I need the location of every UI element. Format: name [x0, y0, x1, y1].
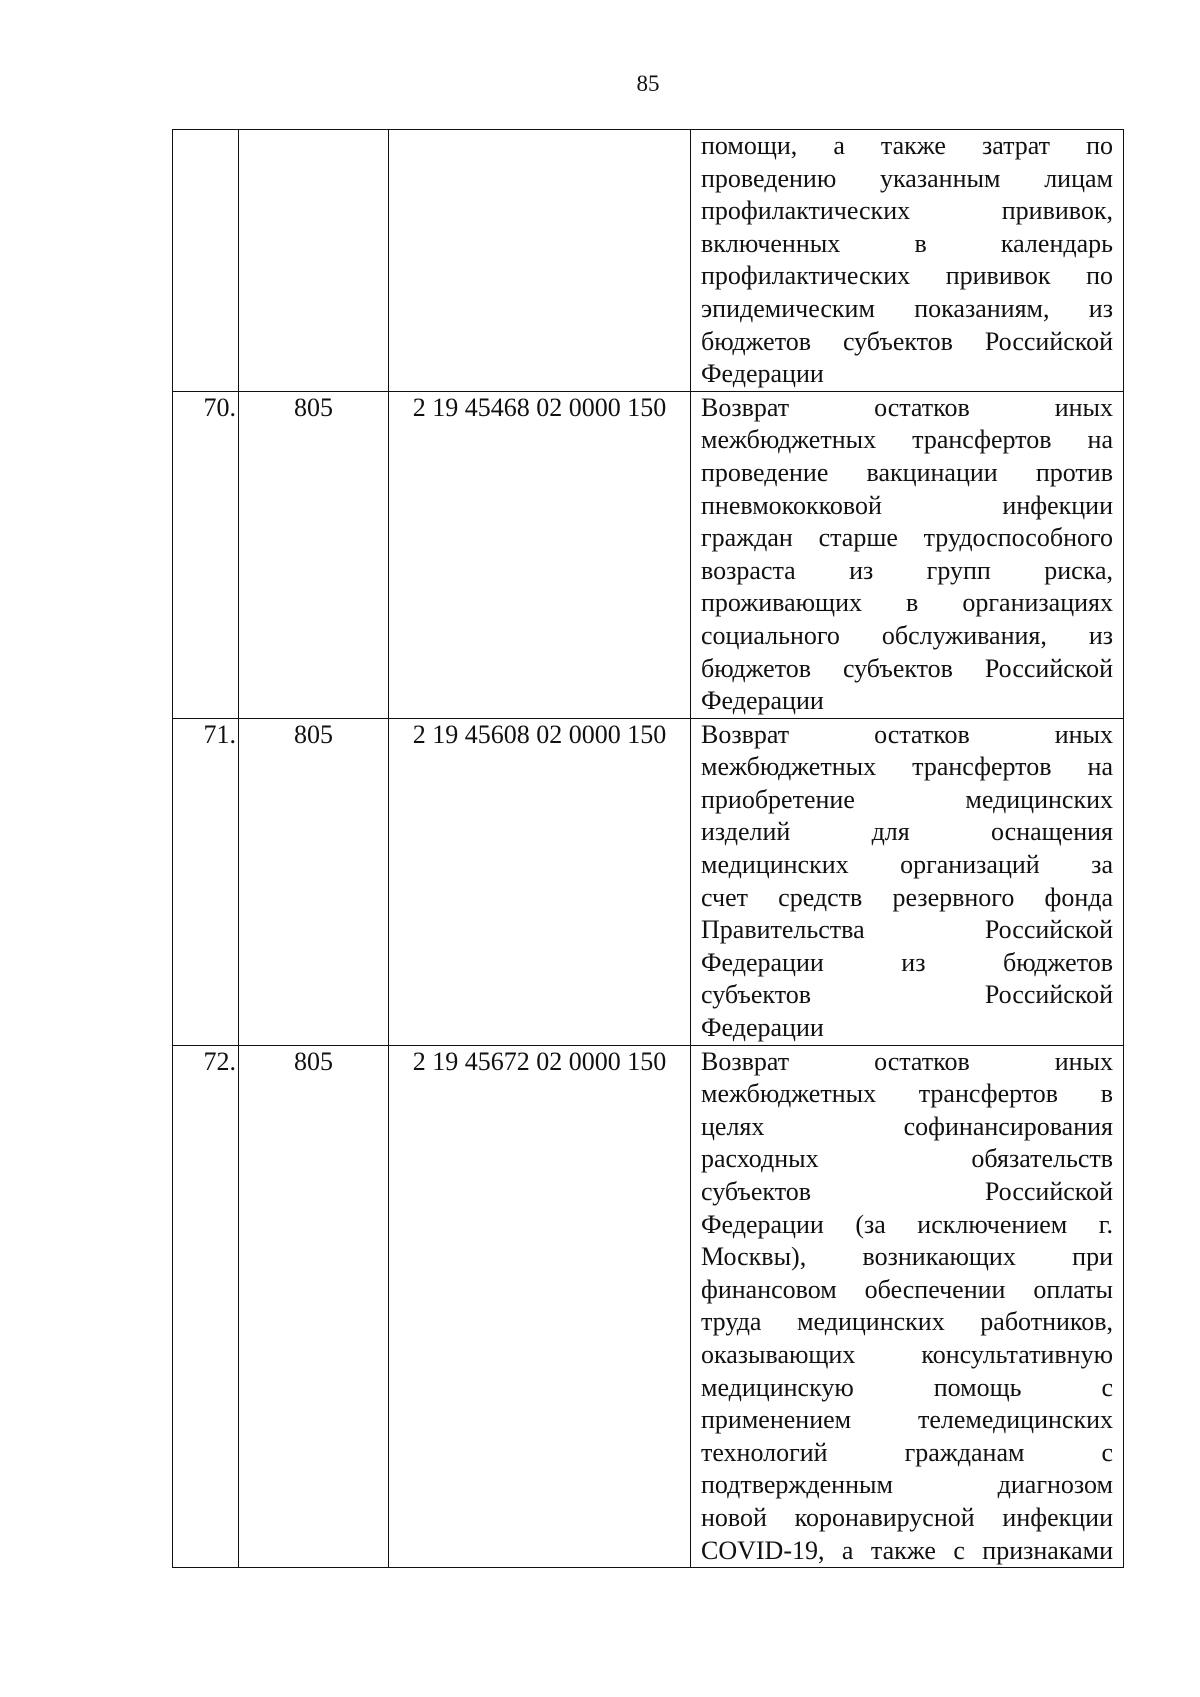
description-line: эпидемическим показаниям, из	[701, 293, 1113, 323]
description-cell	[691, 718, 1124, 1045]
description-line: профилактических прививок,	[701, 196, 1113, 226]
admin-code-cell: 805	[239, 718, 389, 1045]
budget-code-cell: 2 19 45608 02 0000 150	[389, 718, 691, 1045]
description-line: субъектов Российской	[701, 980, 1113, 1010]
description-line: финансовом обеспечении оплаты	[701, 1274, 1113, 1304]
description-line: межбюджетных трансфертов в	[701, 1079, 1113, 1109]
description-line: оказывающих консультативную	[701, 1339, 1113, 1369]
table-row	[173, 718, 1124, 1045]
description-line: счет средств резервного фонда	[701, 882, 1113, 912]
budget-code-table	[172, 129, 1124, 1568]
description-line: подтвержденным диагнозом	[701, 1470, 1113, 1500]
row-number-cell: 71.	[173, 718, 239, 1045]
description-line: межбюджетных трансфертов на	[701, 425, 1113, 455]
description-line: расходных обязательств	[701, 1144, 1113, 1174]
description-line: пневмококковой инфекции	[701, 490, 1113, 520]
description-line: проживающих в организациях	[701, 588, 1113, 618]
description-line: Возврат остатков иных	[701, 1046, 1113, 1076]
description-line: проведение вакцинации против	[701, 457, 1113, 487]
description-line: труда медицинских работников,	[701, 1307, 1113, 1337]
description-line: COVID-19, а также с признаками	[701, 1535, 1113, 1565]
description-line: граждан старше трудоспособного	[701, 523, 1113, 553]
description-cell	[691, 1045, 1124, 1568]
description-line: Возврат остатков иных	[701, 719, 1113, 749]
description-line: новой коронавирусной инфекции	[701, 1502, 1113, 1532]
description-line: возраста из групп риска,	[701, 555, 1113, 585]
row-number-cell	[173, 130, 239, 392]
description-line: целях софинансирования	[701, 1111, 1113, 1141]
description-line: изделий для оснащения	[701, 817, 1113, 847]
description-line: включенных в календарь	[701, 228, 1113, 258]
description-line: приобретение медицинских	[701, 784, 1113, 814]
description-line: социального обслуживания, из	[701, 620, 1113, 650]
admin-code-cell: 805	[239, 391, 389, 718]
description-line: проведению указанным лицам	[701, 163, 1113, 193]
description-line: профилактических прививок по	[701, 261, 1113, 291]
admin-code-cell: 805	[239, 1045, 389, 1568]
description-line: помощи, а также затрат по	[701, 131, 1113, 160]
description-line: технологий гражданам с	[701, 1437, 1113, 1467]
budget-code-cell: 2 19 45468 02 0000 150	[389, 391, 691, 718]
description-line: субъектов Российской	[701, 1177, 1113, 1206]
budget-code-cell: 2 19 45672 02 0000 150	[389, 1045, 691, 1568]
table-body	[173, 130, 1124, 1568]
description-line: бюджетов субъектов Российской	[701, 653, 1113, 683]
description-line: Возврат остатков иных	[701, 392, 1113, 422]
description-line: Правительства Российской	[701, 915, 1113, 945]
description-line: медицинскую помощь с	[701, 1372, 1113, 1402]
description-line: Федерации из бюджетов	[701, 947, 1113, 977]
budget-code-cell	[389, 130, 691, 392]
description-line: межбюджетных трансфертов на	[701, 752, 1113, 782]
table-row	[173, 391, 1124, 718]
description-line: Москвы), возникающих при	[701, 1242, 1113, 1272]
description-line: Федерации (за исключением г.	[701, 1209, 1113, 1239]
admin-code-cell	[239, 130, 389, 392]
description-line: Федерации	[701, 1013, 824, 1043]
description-line: Федерации	[701, 686, 824, 716]
page-number: 85	[636, 71, 660, 96]
description-line: применением телемедицинских	[701, 1405, 1113, 1435]
description-line: бюджетов субъектов Российской	[701, 326, 1113, 356]
table-row	[173, 1045, 1124, 1568]
description-line: медицинских организаций за	[701, 850, 1113, 880]
table-row	[173, 130, 1124, 392]
description-line: Федерации	[701, 359, 824, 389]
description-cell	[691, 130, 1124, 392]
row-number-cell: 72.	[173, 1045, 239, 1568]
description-cell	[691, 391, 1124, 718]
row-number-cell: 70.	[173, 391, 239, 718]
